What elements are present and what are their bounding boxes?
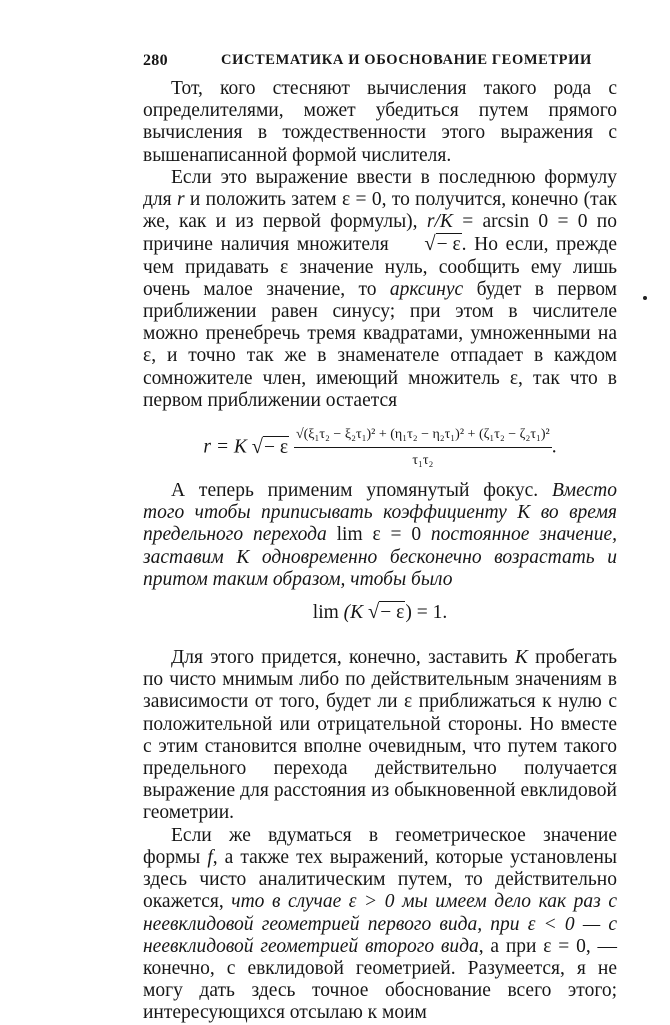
paragraph-3 (143, 480, 617, 591)
formula-distance (143, 424, 617, 472)
p2-arcsin-word: арксинус (389, 278, 464, 300)
formula2-open: (K (343, 602, 364, 624)
p2-var-r: r (176, 189, 185, 211)
p5-var-f: f (207, 846, 213, 868)
formula1-denominator: τ₁τ₂ (294, 447, 552, 472)
p2-text-4: . Но если, прежде чем придавать ε значение нуль, сообщить ему лишь очень малое значение, то (143, 234, 617, 300)
p2-ratio: r/K (426, 211, 453, 233)
formula-limit (143, 601, 617, 633)
p2-text-1: Если это выражение ввести в последнюю формулу для (143, 166, 617, 211)
formula1-lhs: r = K (203, 436, 247, 458)
p2-text-2: и положить затем ε = 0, то получится, конечно (так же, как и из первой формулы), (143, 189, 617, 233)
p4-var-k: K (514, 647, 528, 669)
formula2-close: ) = 1. (405, 602, 448, 624)
running-title: СИСТЕМАТИКА И ОБОСНОВАНИЕ ГЕОМЕТРИИ (221, 52, 592, 68)
formula1-sqrt: √− ε (251, 435, 289, 458)
formula2-sqrt-body: − ε (380, 602, 405, 624)
p2-sqrt-body: − ε (436, 234, 461, 256)
formula1-end: . (551, 436, 557, 458)
p3-text-1: А теперь применим упомянутый фокус. (171, 480, 553, 502)
p5-text-2: , а также тех выражений, которые установлены здесь чисто аналитическим путем, то действительно окажется, (143, 846, 617, 913)
running-header (143, 52, 617, 76)
p4-text-1: Для этого придется, конечно, заставить (171, 647, 515, 669)
p2-text-5: будет в первом приближении равен синусу; при этом в числителе можно пренебречь тремя квадратами, умноженными на ε, и точно так же в знаменателе отпадает в каждом сомножителе член, имеющий множитель ε, так что в первом приближении остается (143, 278, 617, 411)
p3-italic-2: постоянное значение, заставим K одновременно бесконечно возрастать и притом таким образом, чтобы было (143, 524, 617, 590)
p5-text-1: Если же вдуматься в геометрическое значение формы (143, 824, 617, 868)
p5-text-3: , а при ε = 0, — конечно, с евклидовой геометрией. Разумеется, я не могу дать здесь точное обоснование всего этого; интересующихся отсылаю к моим (143, 935, 617, 1024)
paragraph-4 (143, 647, 617, 825)
formula1-numerator: √(ξ₁τ₂ − ξ₂τ₁)² + (η₁τ₂ − η₂τ₁)² + (ζ₁τ₂ − ζ₂τ₁)² (295, 427, 550, 443)
formula1-fraction (294, 424, 552, 472)
formula2-lim: lim (312, 602, 339, 624)
body-text (143, 78, 617, 1025)
p3-lim: lim ε = 0 (336, 524, 422, 546)
p2-text-3: = arcsin 0 = 0 по причине наличия множителя (143, 211, 617, 256)
p4-text-2: пробегать по чисто мнимым либо по действительным значениям в зависимости от того, будет ли ε приближаться к нулю с положительной или отрицательной стороны. Но вместе с этим становится вполне очевидным, что путем такого предельного перехода действительно получается выражение для расстояния из обыкновенной евклидовой геометрии. (143, 647, 618, 824)
paragraph-5 (143, 825, 617, 1025)
paragraph-1: Тот, кого стесняют вычисления такого рода с определителями, может убедиться путем прямого вычисления в тождественности этого выражения с вышенаписанной формой числителя. (143, 78, 617, 166)
margin-dot (643, 296, 647, 300)
formula1-sqrt-body: − ε (264, 436, 289, 458)
p2-sqrt: √− ε (424, 233, 461, 256)
formula2-sqrt: √− ε (368, 601, 405, 624)
paragraph-2 (143, 167, 617, 412)
p3-italic-1: Вместо того чтобы приписывать коэффициенту K во время предельного перехода (143, 480, 617, 546)
page-number: 280 (143, 52, 168, 69)
p5-italic-1: что в случае ε > 0 мы имеем дело как раз с неевклидовой геометрией первого вида, при ε < 0 — с неевклидовой геометрией второго вида (143, 891, 617, 957)
